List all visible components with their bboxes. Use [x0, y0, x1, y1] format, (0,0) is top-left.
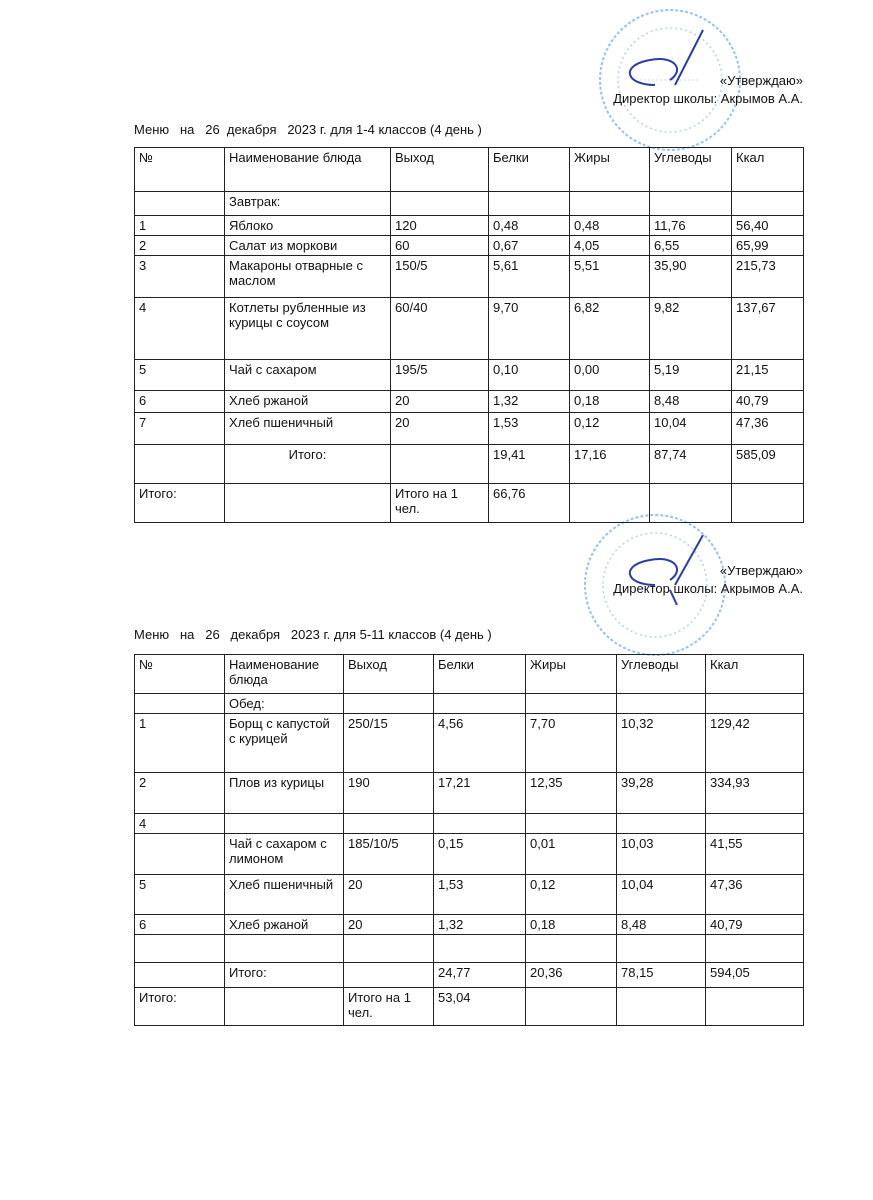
- menu-table-1: [134, 147, 804, 523]
- cell: 334,93: [706, 773, 804, 814]
- cell: 40,79: [706, 915, 804, 935]
- cell: 185/10/5: [344, 834, 434, 875]
- cell: 7: [135, 413, 225, 445]
- approval-block: [613, 562, 803, 598]
- cell: 10,32: [617, 714, 706, 773]
- cell: 7,70: [526, 714, 617, 773]
- cell: 41,55: [706, 834, 804, 875]
- cell: Чай с сахаром с лимоном: [225, 834, 344, 875]
- cell: Итого на 1 чел.: [391, 484, 489, 523]
- table-header: [135, 655, 804, 694]
- cell: 9,82: [650, 298, 732, 360]
- cell: 0,00: [570, 360, 650, 391]
- cell: 585,09: [732, 445, 804, 484]
- cell: [617, 935, 706, 963]
- cell: 60/40: [391, 298, 489, 360]
- cell: 0,12: [526, 875, 617, 915]
- header-cell: Ккал: [732, 148, 804, 192]
- cell: 250/15: [344, 714, 434, 773]
- cell: 190: [344, 773, 434, 814]
- cell: Салат из моркови: [225, 236, 391, 256]
- section-label: Завтрак:: [225, 192, 391, 216]
- cell: 20: [391, 391, 489, 413]
- cell: 1: [135, 714, 225, 773]
- cell: 39,28: [617, 773, 706, 814]
- header-cell: №: [135, 148, 225, 192]
- table-row: [135, 834, 804, 875]
- cell: 65,99: [732, 236, 804, 256]
- cell: 5: [135, 360, 225, 391]
- cell: 35,90: [650, 256, 732, 298]
- cell: Котлеты рубленные из курицы с соусом: [225, 298, 391, 360]
- cell: 0,10: [489, 360, 570, 391]
- total-label: Итого:: [225, 445, 391, 484]
- cell: 1,32: [489, 391, 570, 413]
- cell: 6,55: [650, 236, 732, 256]
- cell: [344, 935, 434, 963]
- cell: 0,67: [489, 236, 570, 256]
- cell: 5: [135, 875, 225, 915]
- cell: Борщ с капустой с курицей: [225, 714, 344, 773]
- section-label: Обед:: [225, 694, 344, 714]
- header-cell: Наименование блюда: [225, 655, 344, 694]
- cell: 6: [135, 915, 225, 935]
- section-row: [135, 694, 804, 714]
- cell: 47,36: [732, 413, 804, 445]
- cell: 215,73: [732, 256, 804, 298]
- cell: 1,53: [434, 875, 526, 915]
- cell: [434, 814, 526, 834]
- menu-table-2: [134, 654, 804, 1026]
- cell: 5,51: [570, 256, 650, 298]
- cell: [225, 814, 344, 834]
- cell: [526, 814, 617, 834]
- cell: Итого:: [135, 484, 225, 523]
- cell: 0,18: [526, 915, 617, 935]
- cell: 66,76: [489, 484, 570, 523]
- cell: Итого:: [135, 988, 225, 1026]
- header-cell: Наименование блюда: [225, 148, 391, 192]
- cell: 2: [135, 773, 225, 814]
- header-cell: Выход: [391, 148, 489, 192]
- cell: 4: [135, 298, 225, 360]
- cell: 1,53: [489, 413, 570, 445]
- cell: 1,32: [434, 915, 526, 935]
- cell: 129,42: [706, 714, 804, 773]
- cell: 53,04: [434, 988, 526, 1026]
- cell: 0,15: [434, 834, 526, 875]
- cell: 0,12: [570, 413, 650, 445]
- total-row: [135, 963, 804, 988]
- per-person-row: [135, 484, 804, 523]
- cell: 8,48: [617, 915, 706, 935]
- cell: 12,35: [526, 773, 617, 814]
- cell: 0,48: [570, 216, 650, 236]
- header-cell: №: [135, 655, 225, 694]
- cell: 56,40: [732, 216, 804, 236]
- cell: 195/5: [391, 360, 489, 391]
- header-cell: Жиры: [526, 655, 617, 694]
- approval-block: [613, 72, 803, 108]
- table-row: [135, 814, 804, 834]
- cell: 60: [391, 236, 489, 256]
- cell: Макароны отварные с маслом: [225, 256, 391, 298]
- total-label: Итого:: [225, 963, 344, 988]
- cell: 5,19: [650, 360, 732, 391]
- cell: [135, 935, 225, 963]
- header-cell: Жиры: [570, 148, 650, 192]
- table-header: [135, 148, 804, 192]
- table-row: [135, 773, 804, 814]
- cell: 4,05: [570, 236, 650, 256]
- cell: 20: [344, 875, 434, 915]
- cell: 5,61: [489, 256, 570, 298]
- cell: 4,56: [434, 714, 526, 773]
- cell: 0,48: [489, 216, 570, 236]
- cell: 8,48: [650, 391, 732, 413]
- table-row: [135, 875, 804, 915]
- cell: 17,21: [434, 773, 526, 814]
- cell: 10,04: [650, 413, 732, 445]
- cell: [135, 834, 225, 875]
- approval-line: «Утверждаю»: [719, 563, 803, 578]
- cell: 4: [135, 814, 225, 834]
- cell: 20: [344, 915, 434, 935]
- menu-title: Меню на 26 декабря 2023 г. для 1-4 классов (4 день ): [134, 122, 482, 137]
- cell: 10,03: [617, 834, 706, 875]
- table-row: [135, 256, 804, 298]
- cell: 137,67: [732, 298, 804, 360]
- table-row: [135, 714, 804, 773]
- director-line: Директор школы: Акрымов А.А.: [613, 581, 803, 596]
- cell: 150/5: [391, 256, 489, 298]
- cell: 20: [391, 413, 489, 445]
- table-row: [135, 413, 804, 445]
- table-row: [135, 391, 804, 413]
- cell: 6,82: [570, 298, 650, 360]
- cell: Хлеб ржаной: [225, 915, 344, 935]
- cell: 78,15: [617, 963, 706, 988]
- cell: Хлеб ржаной: [225, 391, 391, 413]
- cell: 10,04: [617, 875, 706, 915]
- cell: 0,01: [526, 834, 617, 875]
- per-person-row: [135, 988, 804, 1026]
- total-row: [135, 445, 804, 484]
- table-row: [135, 915, 804, 935]
- cell: 47,36: [706, 875, 804, 915]
- menu-title: Меню на 26 декабря 2023 г. для 5-11 классов (4 день ): [134, 627, 492, 642]
- table-row: [135, 935, 804, 963]
- table-row: [135, 216, 804, 236]
- cell: 120: [391, 216, 489, 236]
- cell: Яблоко: [225, 216, 391, 236]
- cell: 11,76: [650, 216, 732, 236]
- cell: Чай с сахаром: [225, 360, 391, 391]
- cell: 21,15: [732, 360, 804, 391]
- cell: [617, 814, 706, 834]
- cell: [344, 814, 434, 834]
- cell: 87,74: [650, 445, 732, 484]
- cell: 20,36: [526, 963, 617, 988]
- cell: 1: [135, 216, 225, 236]
- cell: Хлеб пшеничный: [225, 875, 344, 915]
- table-row: [135, 298, 804, 360]
- cell: [434, 935, 526, 963]
- cell: [225, 935, 344, 963]
- cell: 19,41: [489, 445, 570, 484]
- cell: 17,16: [570, 445, 650, 484]
- table-row: [135, 236, 804, 256]
- cell: 2: [135, 236, 225, 256]
- table-row: [135, 360, 804, 391]
- section-row: [135, 192, 804, 216]
- cell: 40,79: [732, 391, 804, 413]
- cell: 3: [135, 256, 225, 298]
- cell: 9,70: [489, 298, 570, 360]
- cell: Плов из курицы: [225, 773, 344, 814]
- cell: 24,77: [434, 963, 526, 988]
- cell: [706, 935, 804, 963]
- header-cell: Выход: [344, 655, 434, 694]
- header-cell: Белки: [434, 655, 526, 694]
- cell: 0,18: [570, 391, 650, 413]
- header-cell: Углеводы: [650, 148, 732, 192]
- approval-line: «Утверждаю»: [719, 73, 803, 88]
- cell: 594,05: [706, 963, 804, 988]
- cell: 6: [135, 391, 225, 413]
- header-cell: Углеводы: [617, 655, 706, 694]
- cell: Хлеб пшеничный: [225, 413, 391, 445]
- cell: [706, 814, 804, 834]
- cell: Итого на 1 чел.: [344, 988, 434, 1026]
- cell: [526, 935, 617, 963]
- header-cell: Белки: [489, 148, 570, 192]
- header-cell: Ккал: [706, 655, 804, 694]
- director-line: Директор школы: Акрымов А.А.: [613, 91, 803, 106]
